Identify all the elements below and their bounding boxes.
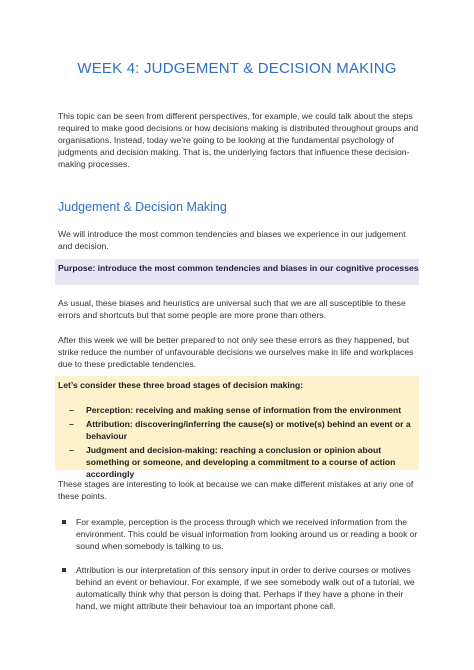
stages-callout: Let’s consider these three broad stages of decision making: – Perception: receiving and making sense of information from the environment – Attribution: discovering/inferring the cause(s) or motive(s) behind an event or a behaviour – Judgment and decision-making: reaching a conclusion or opinion about something or someone, and developing a commitment to a course of action accordingly bbox=[55, 376, 419, 470]
intro-paragraph: This topic can be seen from different perspectives, for example, we could talk about the steps required to make good decisions or how decisions making is distributed throughout groups and organisations. Instead, today we’re going to be looking at the fundamental psychology of judgments and decision making. That is, the underlying factors that influence these decision-making processes. bbox=[58, 111, 419, 169]
dash-bullet-icon: – bbox=[69, 445, 74, 455]
stages-heading: Let’s consider these three broad stages of decision making: bbox=[58, 380, 304, 390]
section-intro-paragraph: We will introduce the most common tendencies and biases we experience in our judgement and decision. bbox=[58, 229, 406, 251]
section-heading: Judgement & Decision Making bbox=[58, 200, 227, 214]
universal-paragraph: As usual, these biases and heuristics are universal such that we are all susceptible to these errors and shortcuts but that some people are more prone than others. bbox=[58, 298, 406, 320]
page-title: WEEK 4: JUDGEMENT & DECISION MAKING bbox=[77, 60, 397, 77]
purpose-callout bbox=[55, 259, 419, 285]
dash-bullet-icon: – bbox=[69, 419, 74, 429]
purpose-text: Purpose: introduce the most common tendencies and biases in our cognitive processes bbox=[58, 263, 419, 273]
square-bullet-icon bbox=[62, 520, 66, 524]
mistakes-paragraph: These stages are interesting to look at because we can make different mistakes at any one of these points. bbox=[58, 479, 414, 501]
square-bullet-icon bbox=[62, 568, 66, 572]
dash-bullet-icon: – bbox=[69, 405, 74, 415]
after-week-paragraph: After this week we will be better prepared to not only see these errors as they happened, but strike reduce the number of unfavourable decisions we ourselves make in life and workplaces due to these predictable tendencies. bbox=[58, 335, 414, 369]
document-page: WEEK 4: JUDGEMENT & DECISION MAKING This topic can be seen from different perspectives, for example, we could talk about the steps required to make good decisions or how decisions making is distributed throughout groups and organisations. Instead, today we’re going to be looking at the fundamental psychology of judgments and decision making. That is, the underlying factors that influence these decision-making processes. Judgement & Decision Making We will introduce the most common tendencies and biases we experience in our judgement and decision. Purpose: introduce the most common tendencies and biases in our cognitive processes As usual, these biases and heuristics are universal such that we are all susceptible to these errors and shortcuts but that some people are more prone than others. After this week we will be better prepared to not only see these errors as they happened, but strike reduce the number of unfavourable decisions we ourselves make in life and workplaces due to these predictable tendencies. Let’s consider these three broad stages of decision making: – Perception: receiving and making sense of information from the environment – Attribution: discovering/inferring the cause(s) or motive(s) behind an event or a behaviour – Judgment and decision-making: reaching a conclusion or opinion about something or someone, and developing a commitment to a course of action accordingly These stages are interesting to look at because we can make different mistakes at any one of these points. For example, perception is the process through which we received information from the environment. This could be visual information from looking around us or reading a book or sound when somebody is talking to us. Attribution is our interpretation of this sensory input in order to derive courses or motives behind an event or behaviour. For example, if we see somebody walk out of a tutorial, we automatically think why that person is doing that. Perhaps if they have a phone in their hand, we might attribute their behaviour toa an important phone call. bbox=[0, 0, 474, 670]
